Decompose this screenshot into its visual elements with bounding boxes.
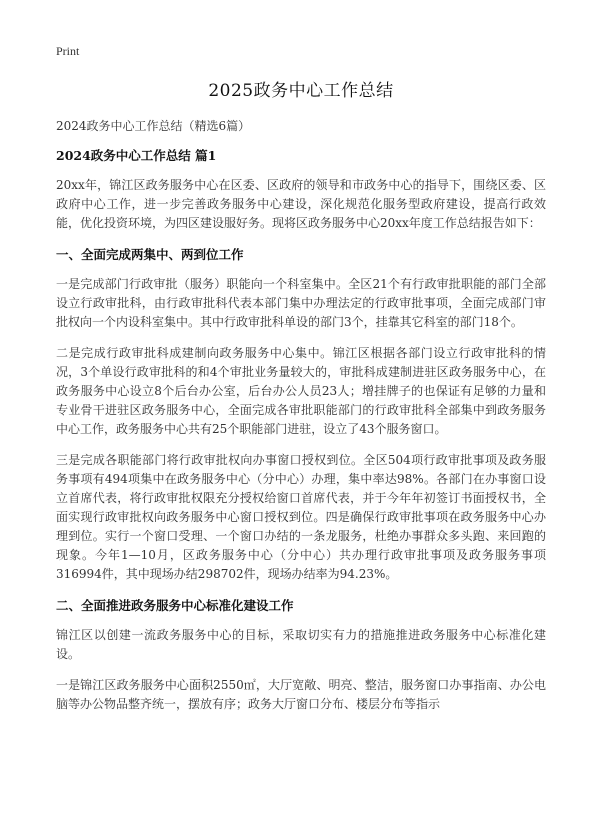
section-2-paragraph-1: 锦江区以创建一流政务服务中心的目标，采取切实有力的措施推进政务服务中心标准化建设。 (56, 628, 546, 661)
article-heading: 2024政务中心工作总结 篇1 (56, 148, 217, 163)
document-subtitle: 2024政务中心工作总结（精选6篇） (56, 119, 251, 133)
section-1-paragraph-1: 一是完成部门行政审批（服务）职能向一个科室集中。全区21个有行政审批职能的部门全部设立行政审批科，由行政审批科代表本部门集中办理法定的行政审批事项，全面完成部门审批权向一个内设科室集中。其中行政审批科单设的部门3个，挂靠其它科室的部门18个。 (56, 277, 546, 329)
intro-paragraph: 20xx年，锦江区政务服务中心在区委、区政府的领导和市政务中心的指导下，围绕区委、区政府中心工作，进一步完善政务服务中心建设，深化规范化服务型政府建设，提高行政效能，优化投资环境，为四区建设服好务。现将区政务服务中心20xx年度工作总结报告如下： (56, 178, 546, 230)
section-2-heading: 二、全面推进政务服务中心标准化建设工作 (56, 598, 294, 613)
section-1-heading: 一、全面完成两集中、两到位工作 (56, 247, 244, 262)
document-page (56, 76, 546, 726)
page-title: 2025政务中心工作总结 (208, 81, 394, 101)
print-link[interactable]: Print (56, 44, 80, 58)
section-1-paragraph-3: 三是完成各职能部门将行政审批权向办事窗口授权到位。全区504项行政审批事项及政务服务事项有494项集中在政务服务中心（分中心）办理，集中率达98%。各部门在办事窗口设立首席代表，将行政审批权限充分授权给窗口首席代表，并于今年年初签订书面授权书，全面实现行政审批权向政务服务中心窗口授权到位。四是确保行政审批事项在政务服务中心办理到位。实行一个窗口受理、一个窗口办结的一条龙服务，杜绝办事群众多头跑、来回跑的现象。今年1—10月，区政务服务中心（分中心）共办理行政审批事项及政务服务事项316994件，其中现场办结298702件，现场办结率为94.23%。 (56, 453, 546, 581)
section-2-paragraph-2: 一是锦江区政务服务中心面积2550㎡，大厅宽敞、明亮、整洁，服务窗口办事指南、办公电脑等办公物品整齐统一，摆放有序；政务大厅窗口分布、楼层分布等指示 (56, 678, 546, 711)
section-1-paragraph-2: 二是完成行政审批科成建制向政务服务中心集中。锦江区根据各部门设立行政审批科的情况，3个单设行政审批科的和4个审批业务量较大的，审批科成建制进驻区政务服务中心，在政务服务中心设立8个后台办公室，后台办公人员23人；增挂牌子的也保证有足够的力量和专业骨干进驻区政务服务中心，全面完成各审批职能部门的行政审批科全部集中到政务服务中心工作，政务服务中心共有25个职能部门进驻，设立了43个服务窗口。 (56, 346, 546, 436)
